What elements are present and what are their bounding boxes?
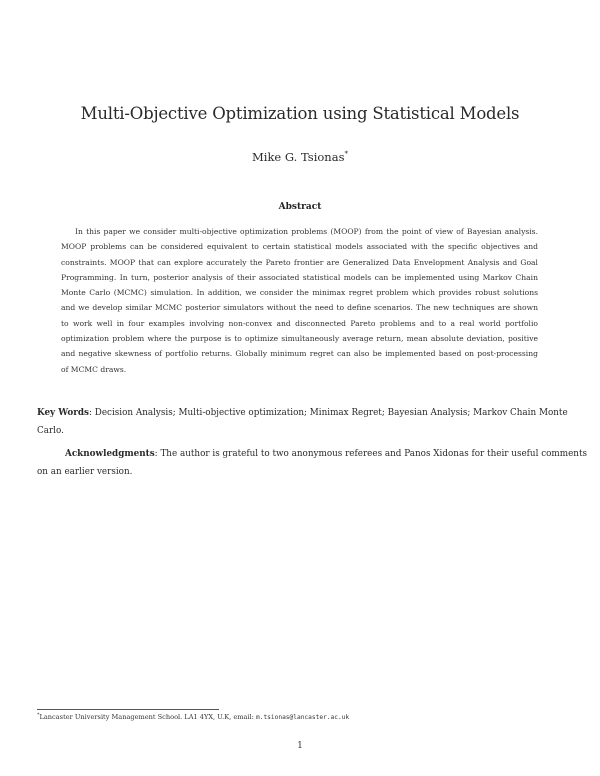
abstract-heading: Abstract <box>278 202 322 212</box>
author-footnote-mark: * <box>344 150 348 159</box>
abstract-line: of MCMC draws. <box>61 364 127 374</box>
acknowledgments-label: Acknowledgments <box>65 449 155 459</box>
footnote-rule <box>37 709 219 710</box>
abstract-line: In this paper we consider multi-objective optimization problems (MOOP) from the point of view of Bayesian analysis. <box>75 227 538 236</box>
keywords-label: Key Words <box>37 408 89 418</box>
paper-title: Multi-Objective Optimization using Statistical Models <box>80 104 520 123</box>
acknowledgments-text-continued: on an earlier version. <box>37 466 133 477</box>
keywords-text: Decision Analysis; Multi-objective optimization; Minimax Regret; Bayesian Analysis; Markov Chain Monte <box>94 408 568 418</box>
abstract-line: and we develop similar MCMC posterior simulators without the need to define scenarios. The new techniques are shown <box>61 303 538 313</box>
acknowledgments-paragraph: Acknowledgments: The author is grateful to two anonymous referees and Panos Xidonas for their useful comments on an earlier version. <box>37 446 563 481</box>
footnote-text: Lancaster University Management School. LA1 4YX, U.K, email: <box>39 713 256 722</box>
footnote <box>37 712 563 721</box>
footnote-mark: * <box>37 712 40 718</box>
abstract-line: MOOP problems can be considered equivalent to certain statistical models associated with the specific objectives and <box>61 242 538 252</box>
abstract-line: Programming. In turn, posterior analysis of their associated statistical models can be implemented using Markov Chain <box>61 272 538 282</box>
abstract-line: optimization problem where the purpose is to optimize simultaneously average return, mean absolute deviation, positive <box>61 334 538 344</box>
keywords-paragraph: Key Words: Decision Analysis; Multi-objective optimization; Minimax Regret; Bayesian Analysis; Markov Chain Monte Carlo. <box>37 405 563 440</box>
abstract-line: constraints. MOOP that can explore accurately the Pareto frontier are Generalized Data Envelopment Analysis and Goal <box>61 257 538 267</box>
author-line <box>0 150 600 164</box>
keywords-text-continued: Carlo. <box>37 425 64 436</box>
acknowledgments-text: The author is grateful to two anonymous referees and Panos Xidonas for their useful comments <box>160 449 588 459</box>
author-name: Mike G. Tsionas <box>252 150 345 164</box>
footnote-email: m.tsionas@lancaster.ac.uk <box>256 714 350 722</box>
abstract-line: and negative skewness of portfolio returns. Globally minimum regret can also be implemented based on post-processing <box>61 349 538 359</box>
page-number: 1 <box>297 741 303 751</box>
abstract-line: to work well in four examples involving non-convex and disconnected Pareto problems and to a real world portfolio <box>61 318 538 328</box>
abstract-body <box>61 224 538 377</box>
abstract-line: Monte Carlo (MCMC) simulation. In addition, we consider the minimax regret problem which provides robust solutions <box>61 288 538 298</box>
